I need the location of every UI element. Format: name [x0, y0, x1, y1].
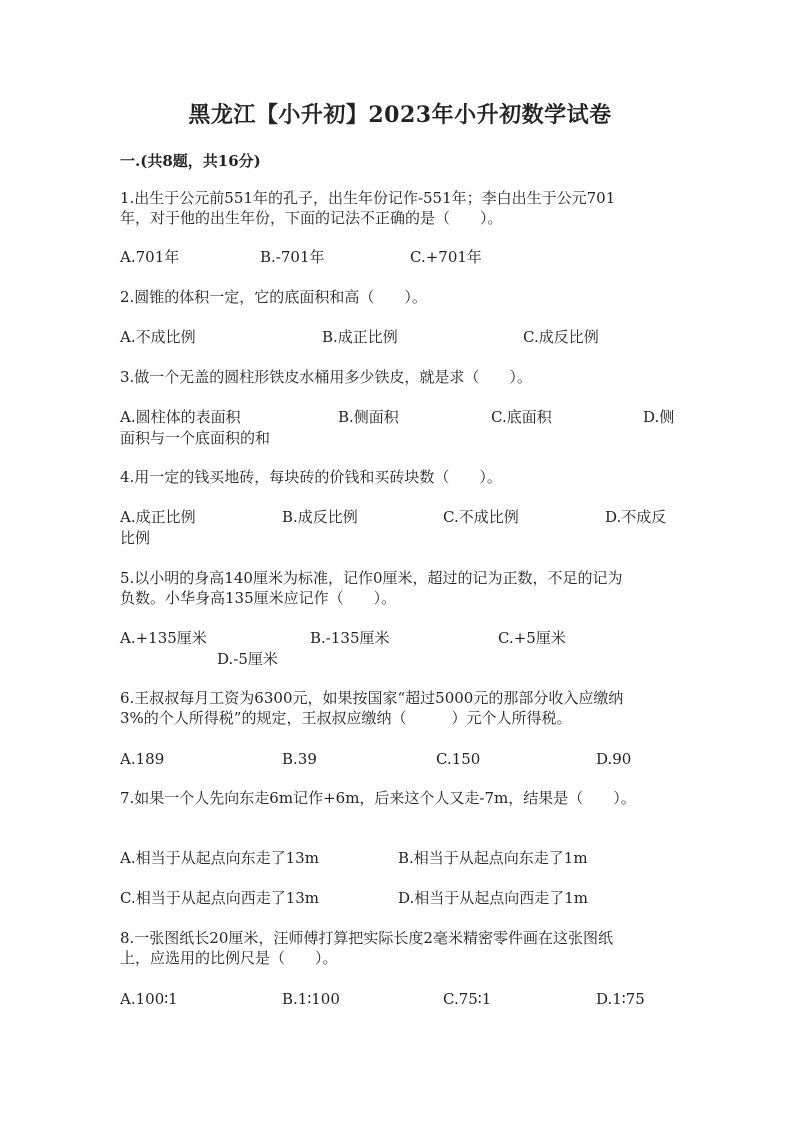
- question-8-option-a: A.100∶1: [120, 990, 178, 1008]
- question-5-option-c: C.+5厘米: [498, 629, 566, 647]
- question-8-line-2: 上，应选用的比例尺是（ ）。: [120, 949, 338, 967]
- question-3-option-a: A.圆柱体的表面积: [120, 408, 241, 426]
- question-4-option-b: B.成反比例: [282, 508, 358, 526]
- question-8-line-1: 8.一张图纸长20厘米，汪师傅打算把实际长度2毫米精密零件画在这张图纸: [120, 929, 613, 947]
- question-1-option-b: B.-701年: [260, 248, 325, 266]
- question-6-option-a: A.189: [120, 750, 165, 768]
- question-6-option-d: D.90: [596, 750, 632, 768]
- question-7-line-1: 7.如果一个人先向东走6m记作+6m，后来这个人又走-7m，结果是（ ）。: [120, 789, 636, 807]
- question-4-option-a: A.成正比例: [120, 508, 196, 526]
- question-1-line-1: 1.出生于公元前551年的孔子，出生年份记作-551年；李白出生于公元701: [120, 189, 616, 207]
- question-8-option-d: D.1∶75: [596, 990, 645, 1008]
- question-5-option-d: D.-5厘米: [217, 650, 278, 668]
- question-3-option-d: D.侧: [643, 408, 675, 426]
- question-7-option-c: C.相当于从起点向西走了13m: [120, 889, 320, 907]
- question-3-option-d-cont: 面积与一个底面积的和: [120, 429, 271, 447]
- question-4-option-d: D.不成反: [605, 508, 667, 526]
- question-8-option-b: B.1∶100: [282, 990, 340, 1008]
- question-3-option-b: B.侧面积: [338, 408, 399, 426]
- question-2-option-a: A.不成比例: [120, 328, 196, 346]
- question-1-line-2: 年，对于他的出生年份，下面的记法不正确的是（ ）。: [120, 209, 503, 227]
- question-5-option-a: A.+135厘米: [120, 629, 207, 647]
- question-7-option-b: B.相当于从起点向东走了1m: [398, 849, 588, 867]
- question-2-option-c: C.成反比例: [523, 328, 599, 346]
- question-7-option-a: A.相当于从起点向东走了13m: [120, 849, 319, 867]
- question-3-line-1: 3.做一个无盖的圆柱形铁皮水桶用多少铁皮，就是求（ ）。: [120, 368, 532, 386]
- question-7-option-d: D.相当于从起点向西走了1m: [398, 889, 589, 907]
- question-1-option-a: A.701年: [120, 248, 180, 266]
- question-6-option-b: B.39: [282, 750, 317, 768]
- question-5-option-b: B.-135厘米: [310, 629, 390, 647]
- question-6-line-2: 3%的个人所得税”的规定，王叔叔应缴纳（ ）元个人所得税。: [120, 709, 572, 727]
- question-4-line-1: 4.用一定的钱买地砖，每块砖的价钱和买砖块数（ ）。: [120, 468, 502, 486]
- question-6-option-c: C.150: [436, 750, 481, 768]
- question-8-option-c: C.75∶1: [443, 990, 492, 1008]
- question-2-option-b: B.成正比例: [322, 328, 398, 346]
- question-5-line-2: 负数。小华身高135厘米应记作（ ）。: [120, 589, 397, 607]
- question-5-line-1: 5.以小明的身高140厘米为标准，记作0厘米，超过的记为正数，不足的记为: [120, 569, 623, 587]
- question-4-option-d-cont: 比例: [120, 529, 151, 547]
- question-6-line-1: 6.王叔叔每月工资为6300元，如果按国家“超过5000元的那部分收入应缴纳: [120, 689, 624, 707]
- question-1-option-c: C.+701年: [410, 248, 482, 266]
- page-title: 黑龙江【小升初】2023年小升初数学试卷: [188, 102, 612, 128]
- question-2-line-1: 2.圆锥的体积一定，它的底面积和高（ ）。: [120, 288, 427, 306]
- question-4-option-c: C.不成比例: [443, 508, 519, 526]
- question-3-option-c: C.底面积: [491, 408, 552, 426]
- section-heading: 一.(共8题，共16分): [120, 152, 261, 170]
